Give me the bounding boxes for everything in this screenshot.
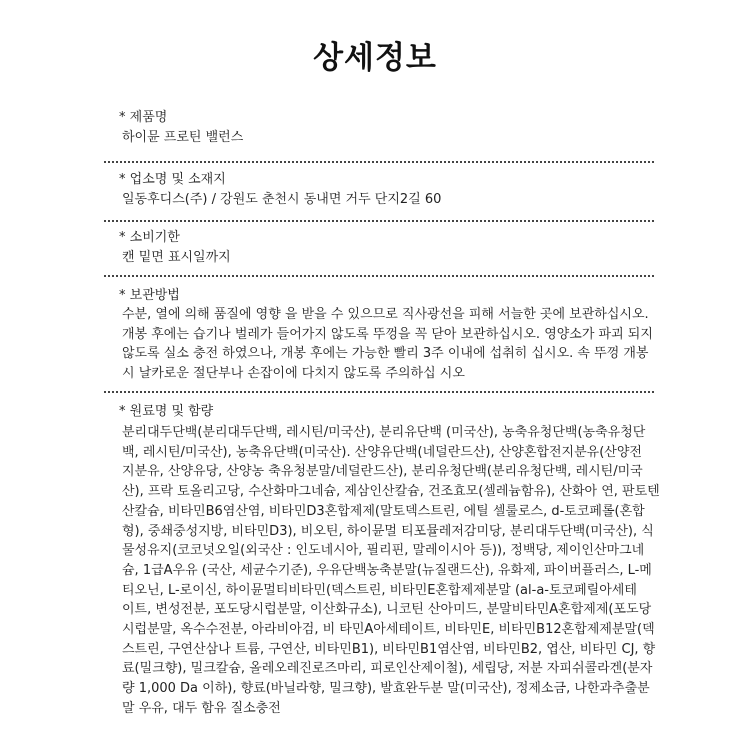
storage-line: 않도록 실소 충전 하였으나, 개봉 후에는 가능한 빨리 3주 이내에 섭취히 십시오. 속 뚜껑 개봉 bbox=[122, 346, 649, 362]
ingredients-line: 지분유, 산양유당, 산양농 축유청분말/네덜란드산), 분리유청단백(분리유청단백, 레시틴/미국 bbox=[122, 464, 643, 480]
ingredients-line: 백, 레시틴/미국산), 농축유단백(미국산). 산양유단백(네덜란드산), 산양혼합전지분유(산양전 bbox=[122, 444, 642, 460]
ingredients-line: 산), 프락 토올리고당, 수산화마그네슘, 제삼인산칼슘, 건조효모(셀레늄함유), 산화아 연, 판토텐 bbox=[122, 484, 660, 500]
ingredients-line: 료(밀크향), 밀크칼슘, 올레오레진로즈마리, 피로인산제이철), 세립당, 저분 자피쉬콜라겐(분자 bbox=[122, 661, 653, 677]
expiry-section bbox=[104, 228, 654, 267]
ingredients-line: 량 1,000 Da 이하), 향료(바닐라향, 밀크향), 발효완두분 말(미국산), 정제소금, 나한과추출분 bbox=[122, 681, 650, 697]
ingredients-line: 이트, 변성전분, 포도당시럽분말, 이산화규소), 니코틴 산아미드, 분말비타민A혼합제제(포도당 bbox=[122, 602, 652, 618]
storage-text bbox=[122, 305, 662, 383]
storage-section bbox=[104, 286, 654, 305]
ingredients-label: * 원료명 및 함량 bbox=[119, 404, 214, 419]
ingredients-text bbox=[122, 423, 662, 719]
storage-label: * 보관방법 bbox=[119, 288, 180, 303]
ingredients-line: 형), 중쇄중성지방, 비타민D3), 비오틴, 하이뮨멀 티포뮬레저감미당, 분리대두단백(미국산), 식 bbox=[122, 523, 654, 539]
divider bbox=[104, 220, 654, 222]
ingredients-line: 시럽분말, 옥수수전분, 아라비아검, 비 타민A아세테이트, 비타민E, 비타민B12혼합제제분말(덱 bbox=[122, 622, 655, 638]
ingredients-line: 분리대두단백(분리대두단백, 레시틴/미국산), 분리유단백 (미국산), 농축유청단백(농축유청단 bbox=[122, 425, 646, 440]
product-name-section bbox=[104, 108, 654, 147]
ingredients-section bbox=[104, 402, 654, 421]
page-title: 상세정보 bbox=[313, 40, 437, 76]
expiry-label: * 소비기한 bbox=[119, 230, 180, 245]
company-section bbox=[104, 170, 654, 209]
ingredients-line: 스트린, 구연산삼나 트륨, 구연산, 비타민B1), 비타민B1염산염, 비타민B2, 엽산, 비타민 CJ, 향 bbox=[122, 641, 656, 657]
divider bbox=[104, 275, 654, 277]
ingredients-line: 산칼슘, 비타민B6염산염, 비타민D3혼합제제(말토덱스트린, 에틸 셀룰로스, d-토코페롤(혼합 bbox=[122, 503, 645, 519]
ingredients-line: 슘, 1급A우유 (국산, 세균수기준), 우유단백농축분말(뉴질랜드산), 유화제, 파이버플러스, L-메 bbox=[122, 562, 652, 578]
ingredients-line: 말 우유, 대두 함유 질소충전 bbox=[122, 700, 281, 716]
product-name-label: * 제품명 bbox=[119, 110, 168, 125]
divider bbox=[104, 161, 654, 163]
product-name-value: 하이뮨 프로틴 밸런스 bbox=[122, 130, 244, 145]
divider bbox=[104, 391, 654, 393]
storage-line: 개봉 후에는 습기나 벌레가 들어가지 않도록 뚜껑을 꼭 닫아 보관하십시오. 영양소가 파괴 되지 bbox=[122, 326, 653, 342]
storage-line: 수분, 열에 의해 품질에 영향 을 받을 수 있으므로 직사광선을 피해 서늘한 곳에 보관하십시오. bbox=[122, 307, 649, 322]
expiry-value: 캔 밑면 표시일까지 bbox=[122, 250, 231, 265]
storage-line: 시 날카로운 절단부나 손잡이에 다치지 않도록 주의하십 시오 bbox=[122, 365, 465, 381]
company-value: 일동후디스(주) / 강원도 춘천시 동내면 거두 단지2길 60 bbox=[122, 192, 442, 207]
ingredients-line: 티오닌, L-로이신, 하이뮨멀티비타민(덱스트린, 비타민E혼합제제분말 (al-a-토코페릴아세테 bbox=[122, 582, 637, 598]
company-label: * 업소명 및 소재지 bbox=[119, 172, 226, 187]
ingredients-line: 물성유지(코코넛오일(외국산 : 인도네시아, 필리핀, 말레이시아 등)), 정백당, 제이인산마그네 bbox=[122, 543, 645, 559]
